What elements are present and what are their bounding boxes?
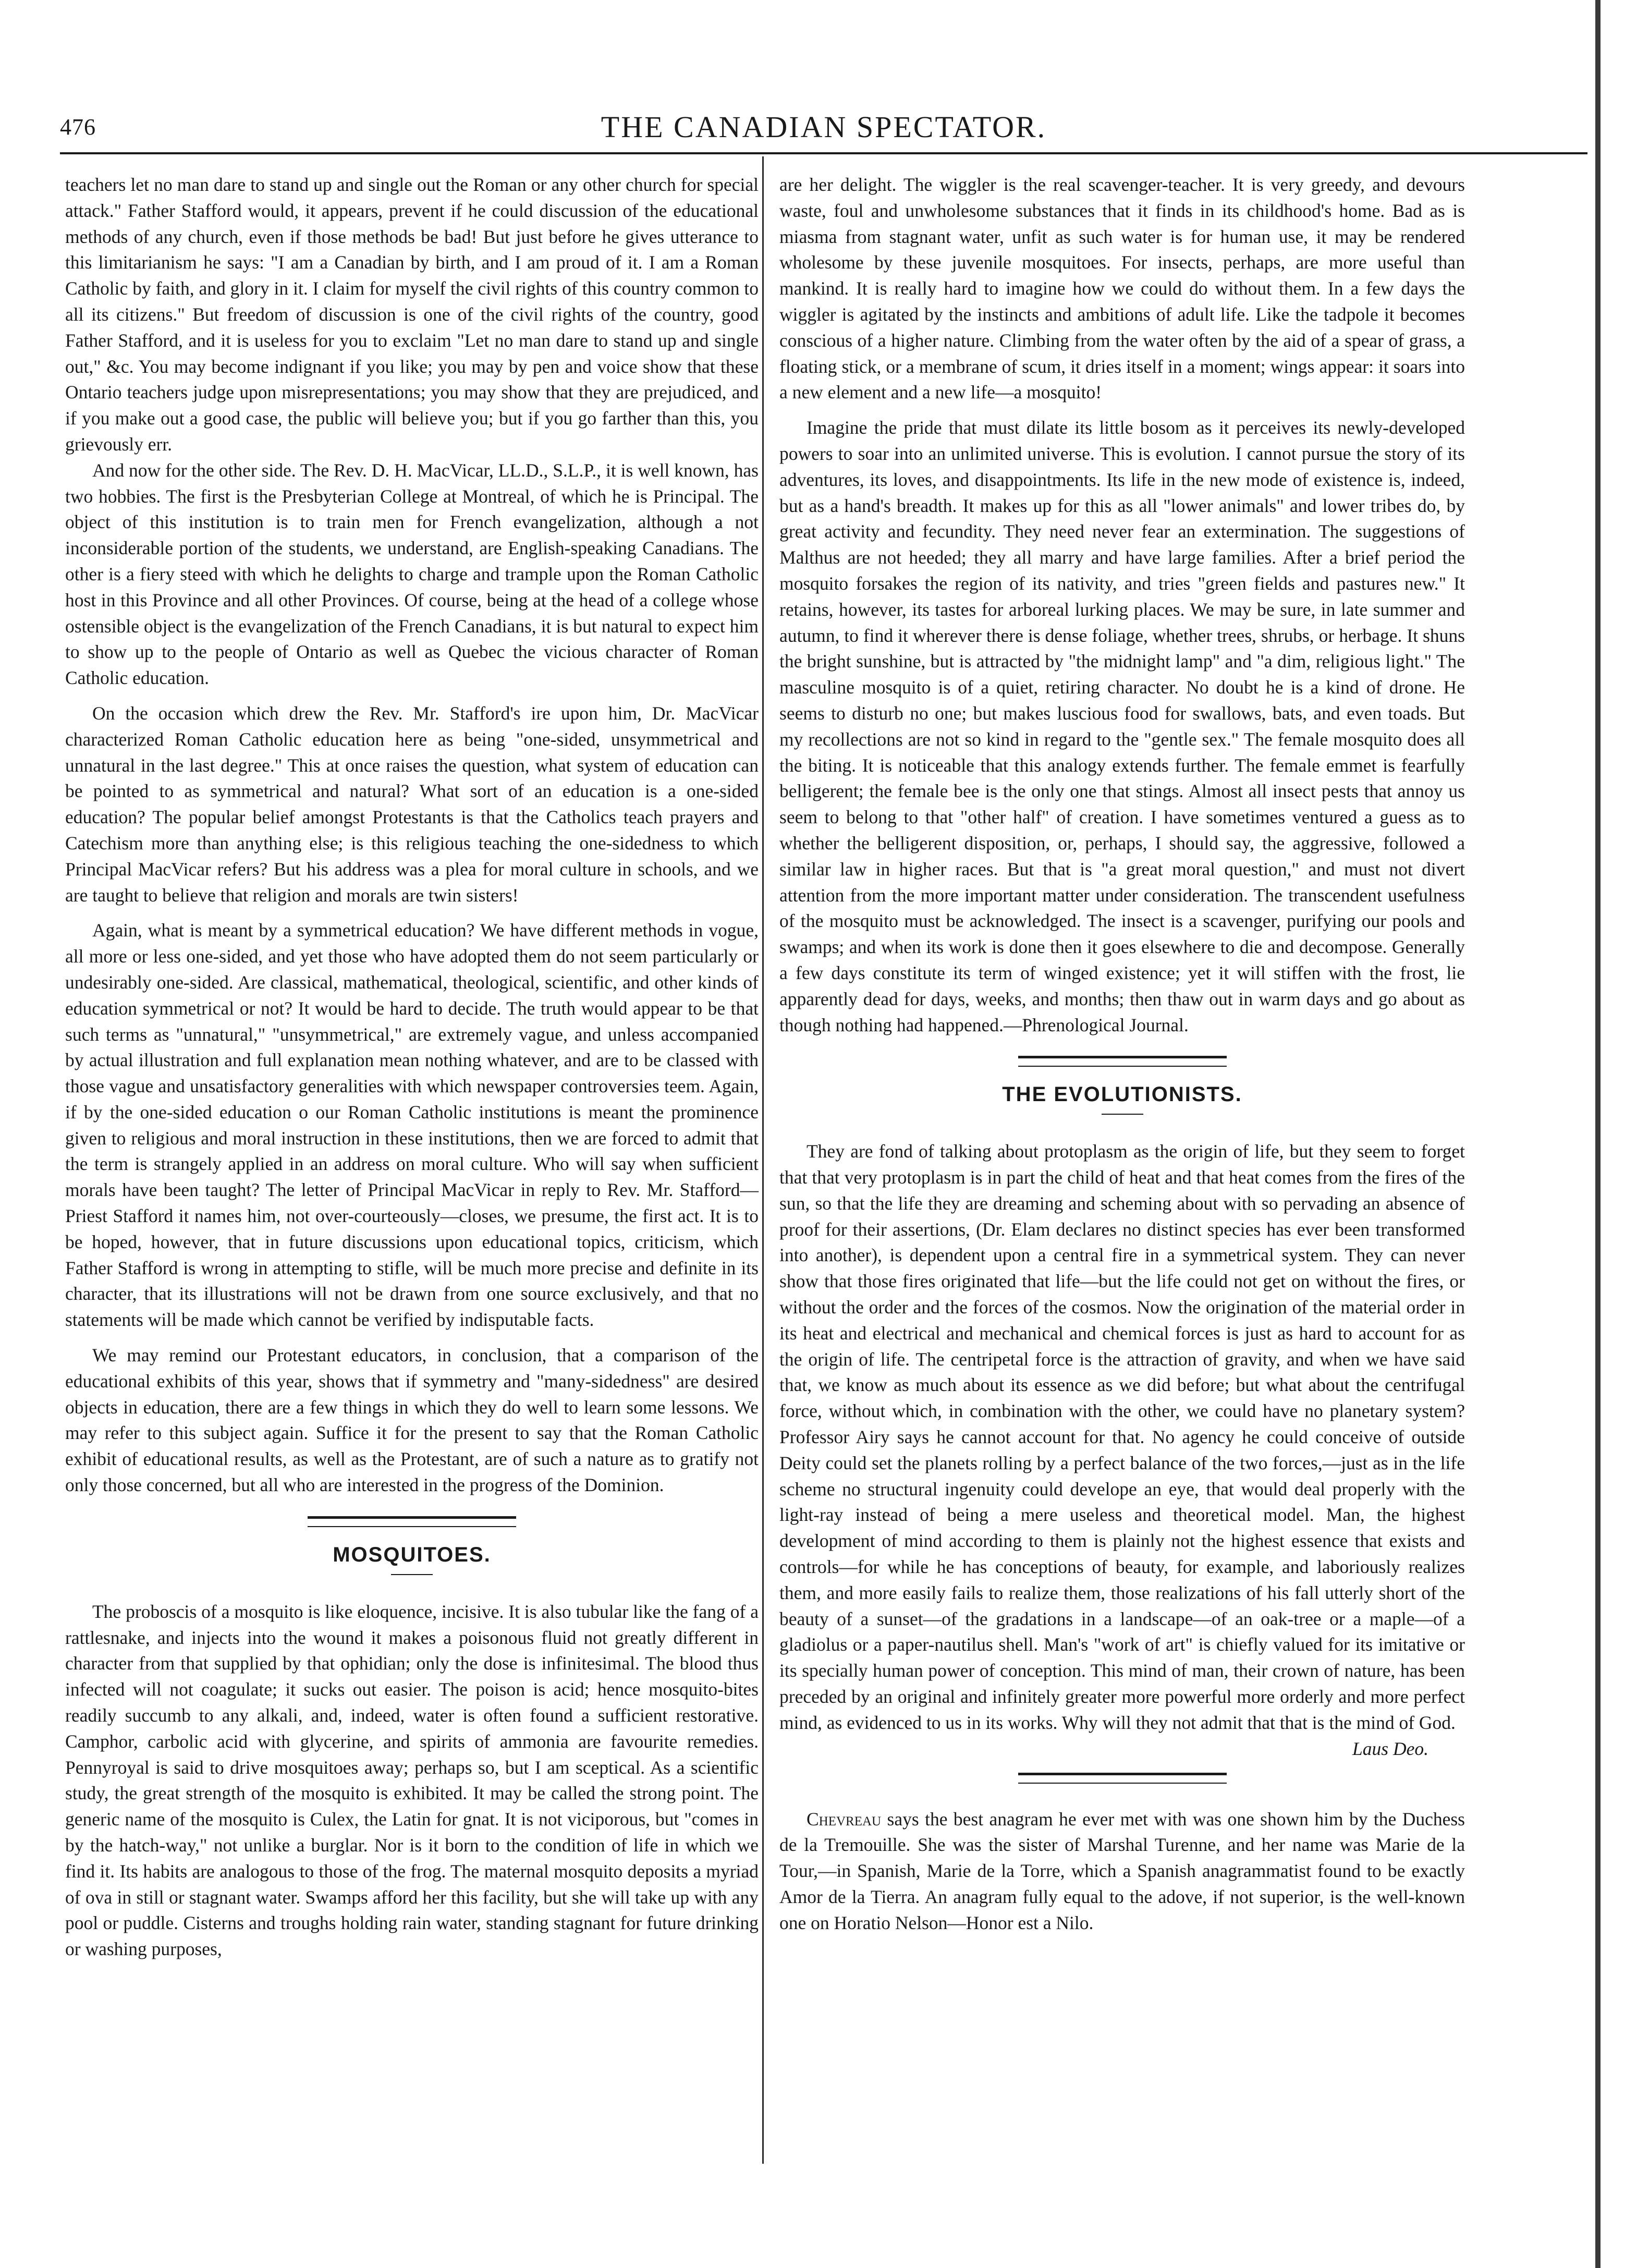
page-number: 476	[60, 114, 96, 140]
article-paragraph: Imagine the pride that must dilate its little bosom as it perceives its newly-developed powers to soar into an unlimited universe. This is evolution. I cannot pursue the story of its adventures, its loves, and disappointments. Its life in the new mode of existence is, indeed, but as a hand's breadth. It makes up for this as all "lower animals" and lower tribes do, by great activity and fecundity. They need never fear an extermination. The suggestions of Malthus are not heeded; they all marry and have large families. After a brief period the mosquito forsakes the region of its nativity, and tries "green fields and pastures new." It retains, however, its tastes for arboreal lurking places. We may be sure, in late summer and autumn, to find it wherever there is dense foliage, whether trees, shrubs, or herbage. It shuns the bright sunshine, but is attracted by "the midnight lamp" and "a dim, religious light." The masculine mosquito is of a quiet, retiring character. No doubt he is a kind of drone. He seems to disturb no one; but makes luscious food for swallows, bats, and even toads. But my recollections are not so kind in regard to the "gentle sex." The female mosquito does all the biting. It is noticeable that this analogy extends further. The female emmet is fearfully belligerent; the female bee is the only one that stings. Almost all insect pests that annoy us seem to belong to that "other half" of creation. I have sometimes ventured a guess as to whether the belligerent disposition, or, perhaps, I should say, the aggressive, followed a similar law in higher races. But that is "a great moral question," and must not divert attention from the more important matter under consideration. The transcendent usefulness of the mosquito must be acknowledged. The insect is a scavenger, purifying our pools and swamps; and when its work is done then it goes elsewhere to die and decompose. Generally a few days constitute its term of winged existence; yet it will stiffen with the frost, lie apparently dead for days, weeks, and months; then thaw out in warm days and go about as though nothing had happened.—Phrenological Journal.	[779, 417, 1465, 1035]
article-paragraph: are her delight. The wiggler is the real scavenger-teacher. It is very greedy, and devours waste, foul and unwholesome substances that it finds in its childhood's home. Bad as is miasma from stagnant water, unfit as such water is for human use, it may be rendered wholesome by these juvenile mosquitoes. For insects, perhaps, are more useful than mankind. It is really hard to imagine how we could do without them. In a few days the wiggler is agitated by the instincts and ambitions of adult life. Like the tadpole it becomes conscious of a higher nature. Climbing from the water often by the aid of a spear of grass, a floating stick, or a membrane of scum, it dries itself in a moment; wings appear: it soars into a new element and a new life—a mosquito!	[779, 174, 1465, 403]
article-paragraph: Again, what is meant by a symmetrical education? We have different methods in vogue, all more or less one-sided, and yet those who have adopted them do not seem particularly or undesirably one-sided. Are classical, mathematical, theological, scientific, and other kinds of education symmetrical or not? It would be hard to decide. The truth would appear to be that such terms as "unnatural," "unsymmetrical," are extremely vague, and unless accompanied by actual illustration and full explanation mean nothing whatever, and are to be classed with those vague and unsatisfactory generalities with which newspaper controversies teem. Again, if by the one-sided education o our Roman Catholic institutions is meant the prominence given to religious and moral instruction in these institutions, then we are forced to admit that the term is strangely applied in an address on moral culture. Who will say when sufficient morals have been taught? The letter of Principal MacVicar in reply to Rev. Mr. Stafford—Priest Stafford it names him, not over-courteously—closes, we presume, the first act. It is to be hoped, however, that in future discussions upon educational topics, criticism, which Father Stafford is wrong in attempting to stifle, will be much more precise and definite in its character, that its illustrations will not be drawn from one source exclusively, and that no statements will be made which cannot be verified by indisputable facts.	[65, 920, 759, 1331]
evolutionists-paragraph	[779, 1139, 1465, 1759]
anagram-lead-word: Chevreau	[807, 1808, 882, 1830]
column-divider	[762, 156, 764, 2164]
left-column	[65, 172, 759, 1962]
anagram-paragraph	[779, 1807, 1465, 1936]
anagram-text: says the best anagram he ever met with was one shown him by the Duchess de la Tremouille. She was the sister of Marshal Turenne, and her name was Marie de la Tour,—in Spanish, Marie de la Torre, which a Spanish anagrammatist found to be exactly Amor de la Tierra. An anagram fully equal to the adove, if not superior, is the well-known one on Horatio Nelson—Honor est a Nilo.	[779, 1808, 1465, 1933]
section-divider	[1018, 1773, 1227, 1784]
article-paragraph: teachers let no man dare to stand up and single out the Roman or any other church for special attack." Father Stafford would, it appears, prevent if he could discussion of the educational methods of any church, even if those methods be bad! But just before he gives utterance to this limitarianism he says: "I am a Canadian by birth, and I am proud of it. I am a Roman Catholic by faith, and glory in it. I claim for myself the civil rights of this country common to all its citizens." But freedom of discussion is one of the civil rights of the country, good Father Stafford, and it is useless for you to exclaim "Let no man dare to stand up and single out," &c. You may become indignant if you like; you may by pen and voice show that these Ontario teachers judge upon misrepresentations; you may show that they are prejudiced, and if you make out a good case, the public will believe you; but if you go farther than this, you grievously err.	[65, 174, 759, 455]
article-paragraph: On the occasion which drew the Rev. Mr. Stafford's ire upon him, Dr. MacVicar characterized Roman Catholic education here as being "one-sided, unsymmetrical and unnatural in the last degree." This at once raises the question, what system of education can be pointed to as symmetrical and natural? What sort of an education is a one-sided education? The popular belief amongst Protestants is that the Catholics teach prayers and Catechism more than anything else; is this religious teaching the one-sidedness to which Principal MacVicar refers? But his address was a plea for moral culture in schools, and we are taught to believe that religion and morals are twin sisters!	[65, 702, 759, 906]
section-divider	[1018, 1056, 1227, 1067]
page-header	[60, 109, 1587, 146]
mosquitoes-heading: MOSQUITOES.	[333, 1543, 491, 1566]
evolutionists-heading: THE EVOLUTIONISTS.	[1002, 1083, 1242, 1106]
heading-underline	[1102, 1114, 1143, 1115]
header-rule	[60, 152, 1587, 154]
masthead-title: THE CANADIAN SPECTATOR.	[601, 110, 1047, 144]
page-edge-shadow	[1595, 0, 1601, 2268]
article-paragraph: We may remind our Protestant educators, in conclusion, that a comparison of the educational exhibits of this year, shows that if symmetry and "many-sidedness" are desired objects in education, there are a few things in which they do well to learn some lessons. We may refer to this subject again. Suffice it for the present to say that the Roman Catholic exhibit of educational results, as well as the Protestant, are of such a nature as to gratify not only those concerned, but all who are interested in the progress of the Dominion.	[65, 1345, 759, 1496]
mosquitoes-paragraph: The proboscis of a mosquito is like eloquence, incisive. It is also tubular like the fang of a rattlesnake, and injects into the wound it makes a poisonous fluid not greatly different in character from that supplied by that ophidian; only the dose is infinitesimal. The blood thus infected will not coagulate; it sucks out easier. The poison is acid; hence mosquito-bites readily succumb to any alkali, and, indeed, water is often found a sufficient restorative. Camphor, carbolic acid with glycerine, and spirits of ammonia are favourite remedies. Pennyroyal is said to drive mosquitoes away; perhaps so, but I am sceptical. As a scientific study, the great strength of the mosquito is exhibited. It may be called the strong point. The generic name of the mosquito is Culex, the Latin for gnat. It is not viciporous, but "comes in by the hatch-way," not unlike a burglar. Nor is it born to the condition of life in which we find it. Its habits are analogous to those of the frog. The maternal mosquito deposits a myriad of ova in still or stagnant water. Swamps afford her this facility, but she will take up with any pool or puddle. Cisterns and troughs holding rain water, standing stagnant for future drinking or washing purposes,	[65, 1601, 759, 1960]
heading-underline	[391, 1574, 433, 1575]
right-column	[779, 172, 1465, 1936]
evolutionists-text: They are fond of talking about protoplasm as the origin of life, but they seem to forget that that very protoplasm is in part the child of heat and that heat comes from the fires of the sun, so that the life they are dreaming and scheming about with so pervading an absence of proof for their assertions, (Dr. Elam declares no distinct species has ever been transformed into another), is dependent upon a central fire in a symmetrical system. They can never show that those fires originated that life—but the life could not get on without the fires, or without the order and the forces of the cosmos. Now the origination of the material order in its heat and electrical and mechanical and chemical forces is just as hard to account for as the origin of life. The centripetal force is the attraction of gravity, and when we have said that, we know as much about its essence as we did before; but what about the centrifugal force, without which, in combination with the other, we could have no planetary system? Professor Airy says he cannot account for that. No agency he could conceive of outside Deity could set the planets rolling by a perfect balance of the two forces,—just as in the life scheme no structural ingenuity could develope an eye, that would deal properly with the light-ray instead of being a mere useless and theoretical model. Man, the highest development of mind according to them is plainly not the highest essence that exists and controls—for while he has conceptions of beauty, for example, and laboriously realizes them, and more easily fails to realize them, those realizations of his fall utterly short of the beauty of a sunset—of the gradations in a landscape—of an oak-tree or a maple—of a gladiolus or a paper-nautilus shell. Man's "work of art" is chiefly valued for its imitative or its specially human power of conception. This mind of man, their crown of nature, has been preceded by an original and infinitely greater more powerful more orderly and more perfect mind, as evidenced to us in its works. Why will they not admit that that is the mind of God.	[779, 1141, 1465, 1733]
evolutionists-credit: Laus Deo.	[1352, 1738, 1428, 1759]
article-paragraph: And now for the other side. The Rev. D. H. MacVicar, LL.D., S.L.P., it is well known, has two hobbies. The first is the Presbyterian College at Montreal, of which he is Principal. The object of this institution is to train men for French evangelization, although a not inconsiderable portion of the students, we understand, are English-speaking Canadians. The other is a fiery steed with which he delights to charge and trample upon the Roman Catholic host in this Province and all other Provinces. Of course, being at the head of a college whose ostensible object is the evangelization of the French Canadians, it is but natural to expect him to show up to the people of Ontario as well as Quebec the vicious character of Roman Catholic education.	[65, 459, 759, 689]
section-divider	[308, 1516, 516, 1527]
